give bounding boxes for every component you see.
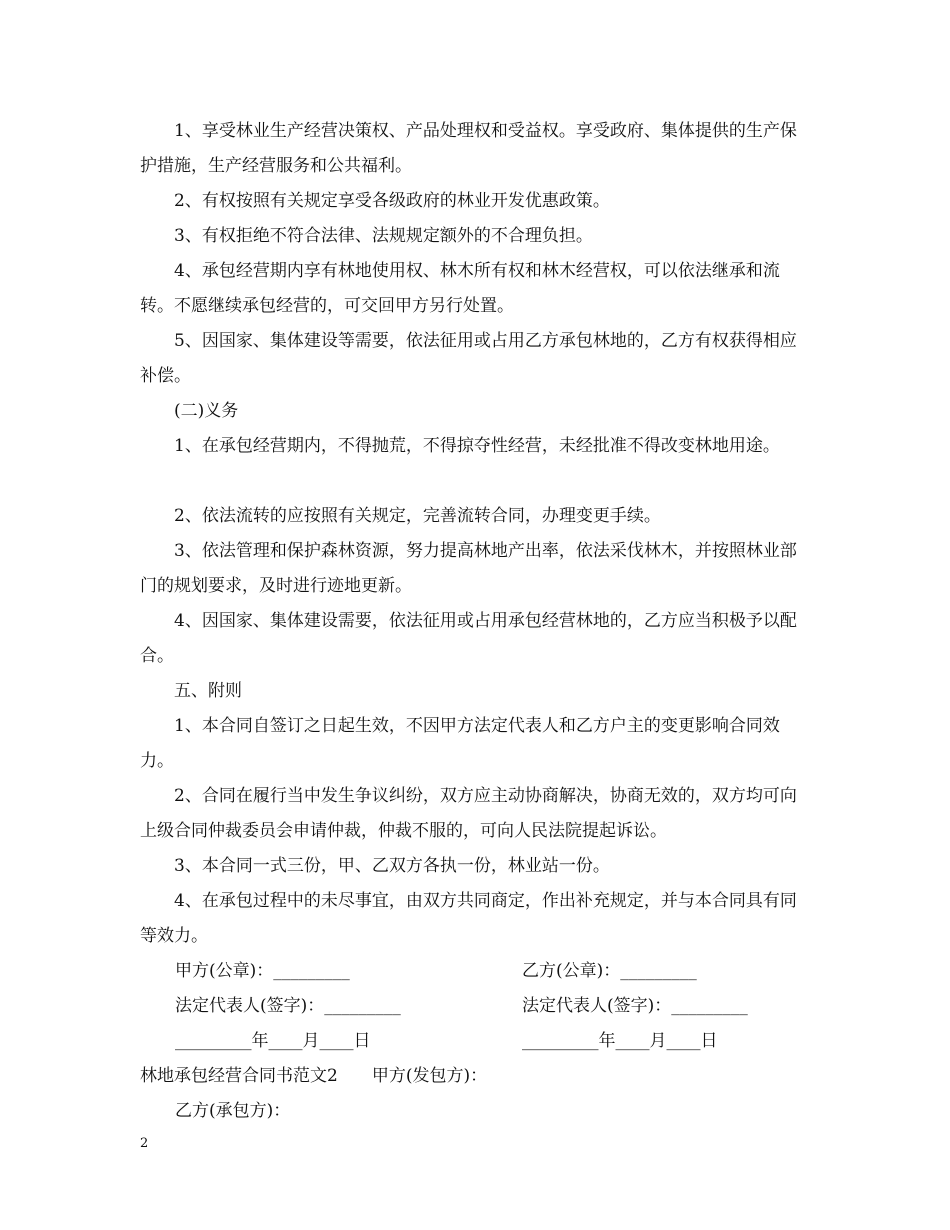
signature-row-date: [175, 1024, 815, 1059]
next-document-party-b: 乙方(承包方)：: [175, 1101, 291, 1121]
section-heading: 五、附则: [174, 681, 242, 701]
paragraph: 4、承包经营期内享有林地使用权、林木所有权和林木经营权，可以依法继承和流转。不愿继续承包经营的，可交回甲方另行处置。: [140, 261, 780, 316]
paragraph: 3、有权拒绝不符合法律、法规规定额外的不合理负担。: [174, 226, 593, 246]
paragraph: 5、因国家、集体建设等需要，依法征用或占用乙方承包林地的，乙方有权获得相应补偿。: [140, 331, 797, 386]
paragraph: 1、在承包经营期内，不得抛荒，不得掠夺性经营，未经批准不得改变林地用途。: [174, 436, 780, 456]
party-a-representative: 法定代表人(签字)：_________: [175, 996, 401, 1016]
signature-row-seal: [175, 954, 815, 989]
paragraph: 1、本合同自签订之日起生效，不因甲方法定代表人和乙方户主的变更影响合同效力。: [140, 716, 780, 771]
party-b-representative: 法定代表人(签字)：_________: [522, 996, 748, 1016]
paragraph: 4、在承包过程中的未尽事宜，由双方共同商定，作出补充规定，并与本合同具有同等效力。: [140, 891, 797, 946]
paragraph: 3、本合同一式三份，甲、乙双方各执一份，林业站一份。: [174, 856, 610, 876]
party-b-seal: 乙方(公章)：_________: [522, 961, 697, 981]
paragraph: 3、依法管理和保护森林资源，努力提高林地产出率，依法采伐林木，并按照林业部门的规划要求，及时进行迹地更新。: [140, 541, 797, 596]
party-b-date: _________年____月____日: [522, 1031, 718, 1051]
paragraph: 2、有权按照有关规定享受各级政府的林业开发优惠政策。: [174, 191, 610, 211]
section-heading: (二)义务: [174, 401, 239, 421]
page-number: 2: [140, 1136, 149, 1151]
next-document-title: 林地承包经营合同书范文2 甲方(发包方)：: [140, 1066, 488, 1086]
paragraph: 2、合同在履行当中发生争议纠纷，双方应主动协商解决，协商无效的，双方均可向上级合同仲裁委员会申请仲裁，仲裁不服的，可向人民法院提起诉讼。: [140, 786, 797, 841]
party-a-seal: 甲方(公章)：_________: [175, 961, 350, 981]
party-a-date: _________年____月____日: [175, 1031, 371, 1051]
signature-row-representative: [175, 989, 815, 1024]
paragraph: 1、享受林业生产经营决策权、产品处理权和受益权。享受政府、集体提供的生产保护措施，生产经营服务和公共福利。: [140, 121, 797, 176]
paragraph: 4、因国家、集体建设需要，依法征用或占用承包经营林地的，乙方应当积极予以配合。: [140, 611, 797, 666]
paragraph: 2、依法流转的应按照有关规定，完善流转合同，办理变更手续。: [174, 506, 661, 526]
